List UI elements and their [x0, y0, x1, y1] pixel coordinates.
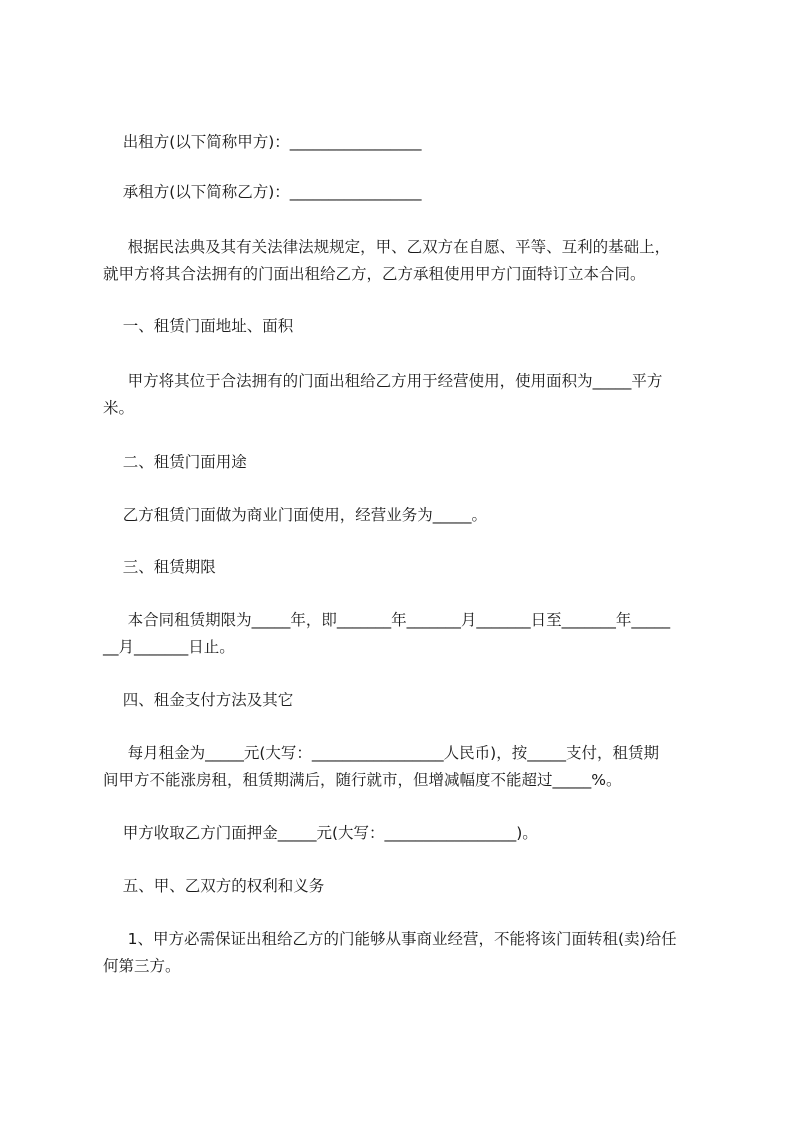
section2-heading: 二、租赁门面用途: [103, 453, 247, 471]
lessee-line: 承租方(以下简称乙方)：_________________: [103, 183, 422, 201]
lessor-line: 出租方(以下简称甲方)：_________________: [103, 133, 422, 151]
intro-line-2: 就甲方将其合法拥有的门面出租给乙方，乙方承租使用甲方门面特订立本合同。: [103, 265, 646, 283]
section4-rent-line-1: 每月租金为_____元(大写：_________________人民币)，按_____支付，租赁期: [103, 744, 659, 762]
section4-deposit-line: 甲方收取乙方门面押金_____元(大写：_________________)。: [103, 824, 538, 842]
section3-body-line-2: __月_______日止。: [103, 638, 235, 656]
section5-item1-line-2: 何第三方。: [103, 957, 181, 975]
section3-heading: 三、租赁期限: [103, 558, 216, 576]
section1-body-line-1: 甲方将其位于合法拥有的门面出租给乙方用于经营使用，使用面积为_____平方: [103, 372, 663, 390]
section4-heading: 四、租金支付方法及其它: [103, 691, 294, 709]
section1-heading: 一、租赁门面地址、面积: [103, 317, 294, 335]
section5-heading: 五、甲、乙双方的权利和义务: [103, 877, 325, 895]
section5-item1-line-1: 1、甲方必需保证出租给乙方的门能够从事商业经营，不能将该门面转租(卖)给任: [103, 930, 677, 948]
section3-body-line-1: 本合同租赁期限为_____年，即_______年_______月_______日至_______年_____: [103, 611, 671, 629]
section1-body-line-2: 米。: [103, 399, 135, 417]
section2-body-line-1: 乙方租赁门面做为商业门面使用，经营业务为_____。: [103, 506, 487, 524]
section4-rent-line-2: 间甲方不能涨房租，租赁期满后，随行就市，但增减幅度不能超过_____%。: [103, 771, 622, 789]
intro-line-1: 根据民法典及其有关法律法规规定，甲、乙双方在自愿、平等、互利的基础上，: [103, 238, 671, 256]
